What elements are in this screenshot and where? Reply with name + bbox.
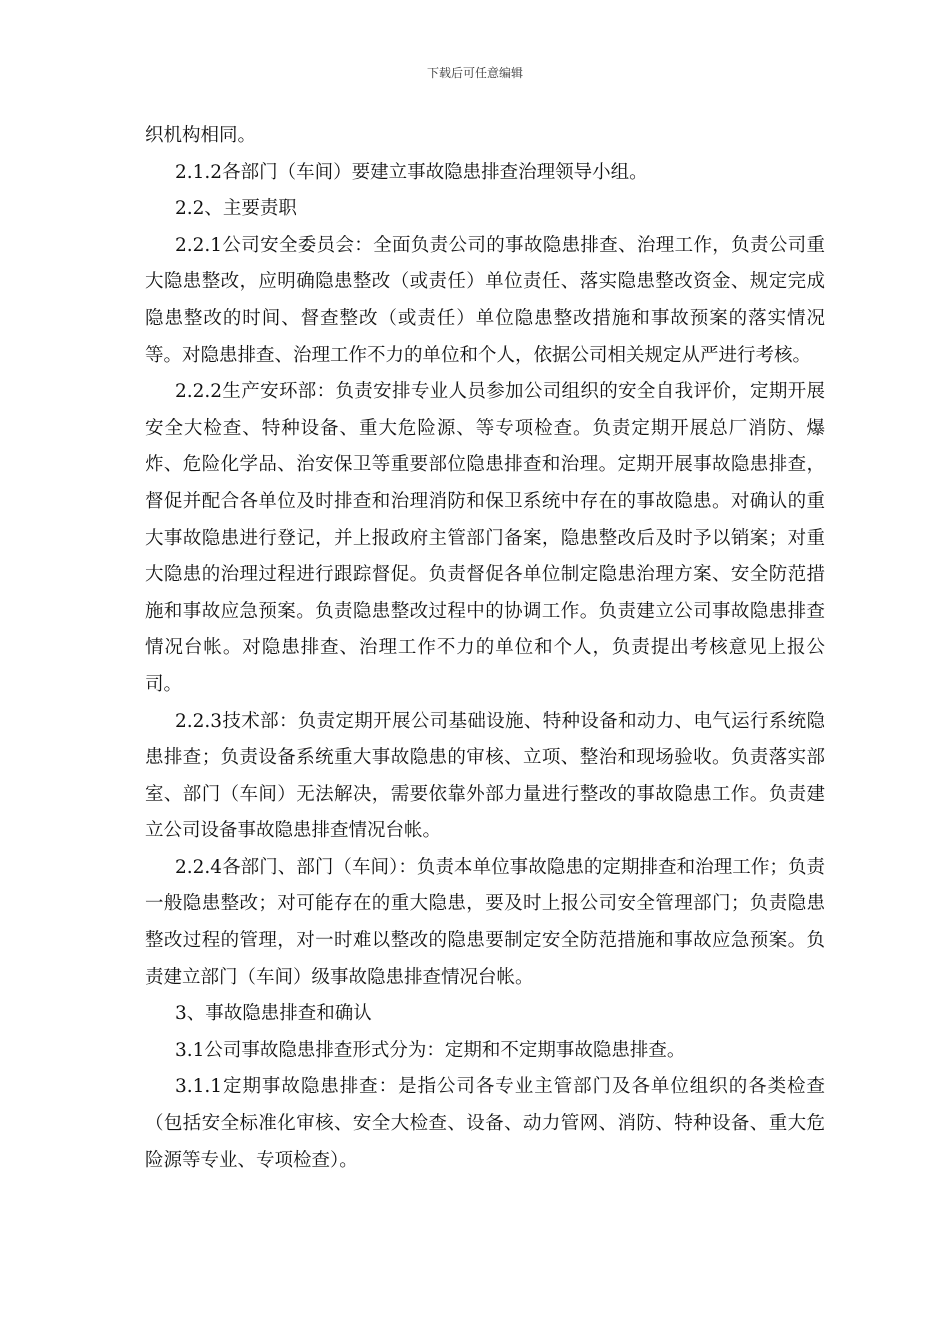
paragraph-3: 2.2、主要责职: [175, 198, 297, 220]
document-body: [145, 118, 825, 1179]
paragraph-7: 2.2.4各部门、部门（车间）：负责本单位事故隐患的定期排查和治理工作；负责一般隐患整改；对可能存在的重大隐患，要及时上报公司安全管理部门；负责隐患整改过程的管理，对一时难以整改的隐患要制定安全防范措施和事故应急预案。负责建立部门（车间）级事故隐患排查情况台帐。: [145, 856, 825, 988]
paragraph-4: 2.2.1公司安全委员会：全面负责公司的事故隐患排查、治理工作，负责公司重大隐患整改，应明确隐患整改（或责任）单位责任、落实隐患整改资金、规定完成隐患整改的时间、督查整改（或责任）单位隐患整改措施和事故预案的落实情况等。对隐患排查、治理工作不力的单位和个人，依据公司相关规定从严进行考核。: [145, 234, 825, 366]
paragraph-5: 2.2.2生产安环部：负责安排专业人员参加公司组织的安全自我评价，定期开展安全大检查、特种设备、重大危险源、等专项检查。负责定期开展总厂消防、爆炸、危险化学品、治安保卫等重要部位隐患排查和治理。定期开展事故隐患排查，督促并配合各单位及时排查和治理消防和保卫系统中存在的事故隐患。对确认的重大事故隐患进行登记，并上报政府主管部门备案，隐患整改后及时予以销案；对重大隐患的治理过程进行跟踪督促。负责督促各单位制定隐患治理方案、安全防范措施和事故应急预案。负责隐患整改过程中的协调工作。负责建立公司事故隐患排查情况台帐。对隐患排查、治理工作不力的单位和个人，负责提出考核意见上报公司。: [145, 381, 825, 695]
paragraph-10: 3.1.1定期事故隐患排查：是指公司各专业主管部门及各单位组织的各类检查（包括安全标准化审核、安全大检查、设备、动力管网、消防、特种设备、重大危险源等专业、专项检查）。: [145, 1076, 825, 1171]
paragraph-1: 织机构相同。: [145, 125, 257, 146]
paragraph-6: 2.2.3技术部：负责定期开展公司基础设施、特种设备和动力、电气运行系统隐患排查；负责设备系统重大事故隐患的审核、立项、整治和现场验收。负责落实部室、部门（车间）无法解决，需要依靠外部力量进行整改的事故隐患工作。负责建立公司设备事故隐患排查情况台帐。: [145, 710, 825, 842]
page-header: 下载后可任意编辑: [426, 66, 523, 80]
paragraph-8: 3、事故隐患排查和确认: [175, 1003, 372, 1025]
paragraph-9: 3.1公司事故隐患排查形式分为：定期和不定期事故隐患排查。: [175, 1039, 686, 1061]
paragraph-2: 2.1.2各部门（车间）要建立事故隐患排查治理领导小组。: [175, 161, 648, 183]
